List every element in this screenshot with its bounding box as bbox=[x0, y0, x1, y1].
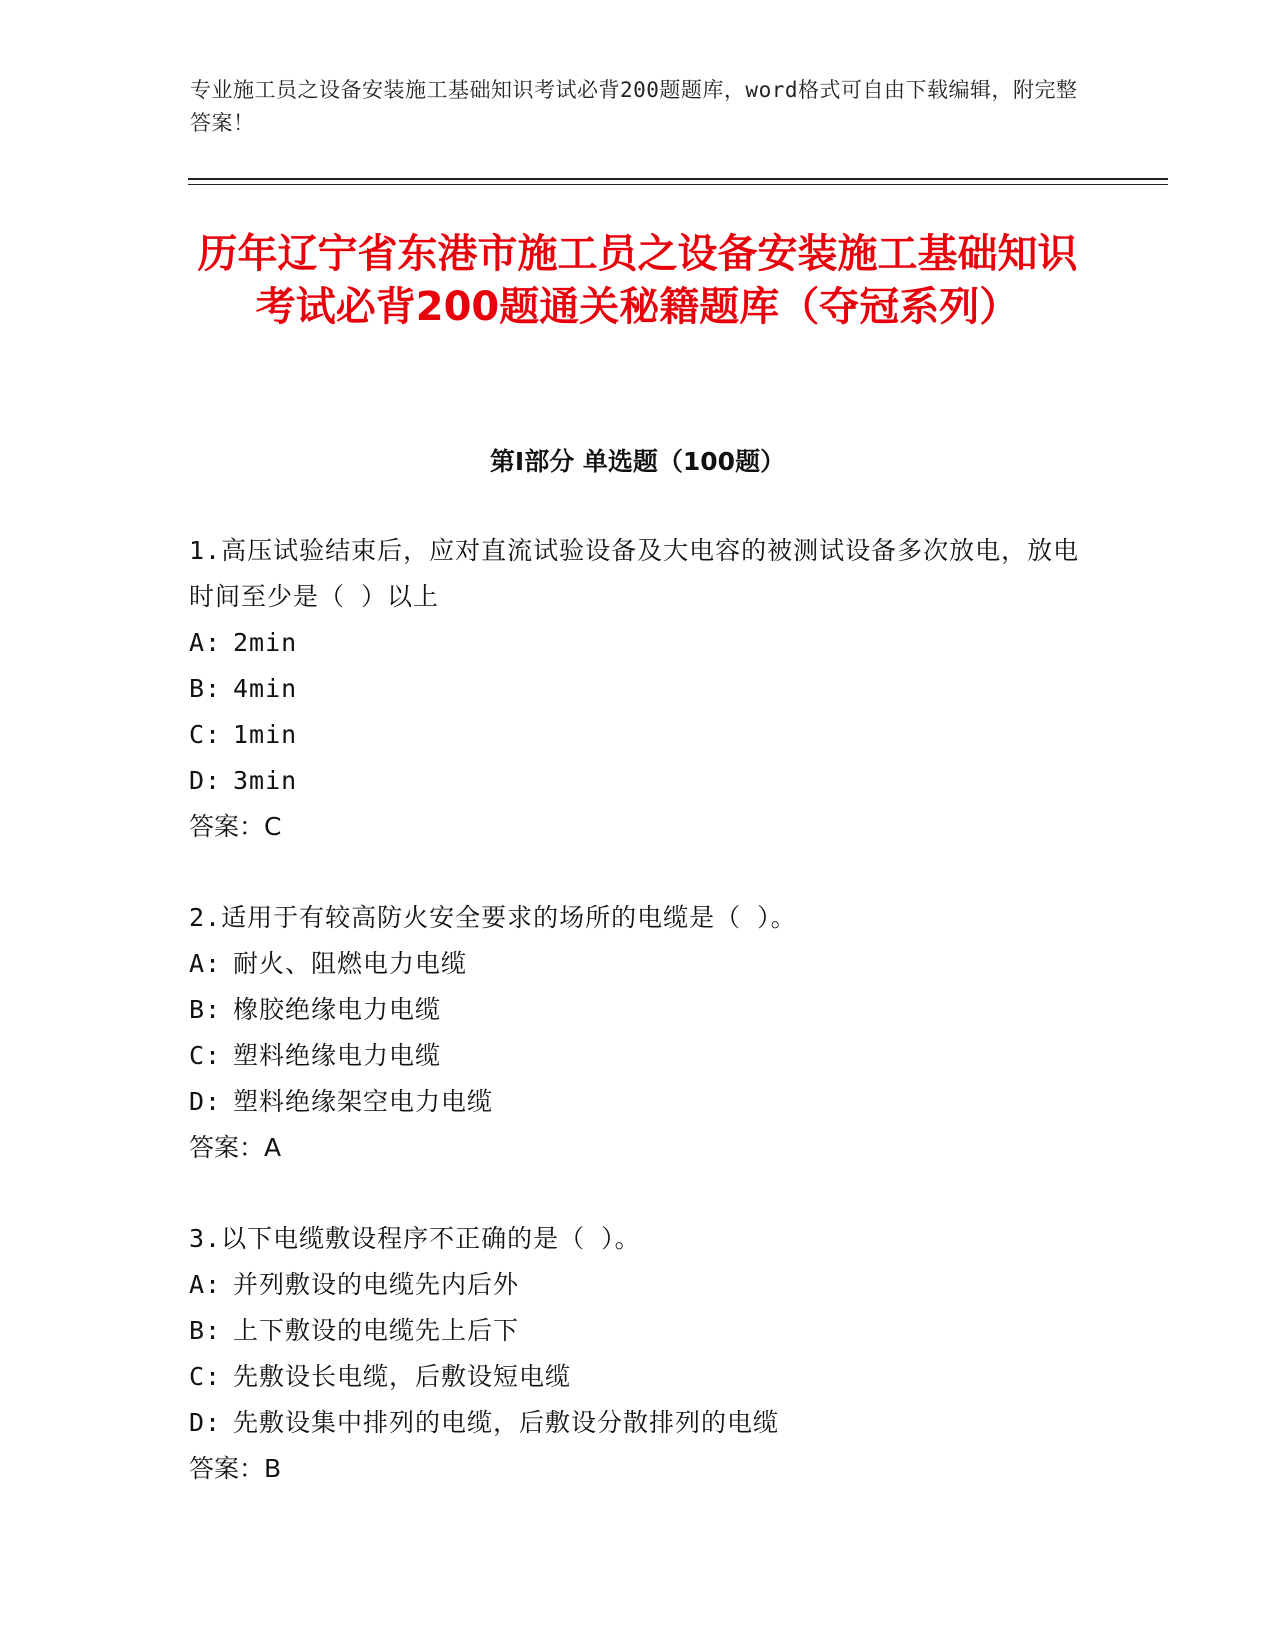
question-answer: 答案：C bbox=[189, 812, 282, 841]
question-option bbox=[189, 941, 1089, 987]
option-text: 4min bbox=[233, 674, 298, 703]
question-stem: 2.适用于有较高防火安全要求的场所的电缆是（ ）。 bbox=[189, 903, 797, 932]
question-item bbox=[189, 895, 1089, 1171]
option-key: B: bbox=[189, 1316, 222, 1345]
option-key: A: bbox=[189, 1270, 222, 1299]
option-text: 橡胶绝缘电力电缆 bbox=[233, 995, 442, 1024]
question-option bbox=[189, 1079, 1089, 1125]
option-text: 耐火、阻燃电力电缆 bbox=[233, 949, 468, 978]
question-stem: 1.高压试验结束后，应对直流试验设备及大电容的被测试设备多次放电，放电时间至少是（ ）以上 bbox=[189, 536, 1080, 611]
question-option bbox=[189, 758, 1089, 804]
section-title: 第Ⅰ部分 单选题（100题） bbox=[489, 447, 786, 476]
header-divider-thick bbox=[188, 178, 1168, 180]
option-text: 塑料绝缘架空电力电缆 bbox=[233, 1087, 494, 1116]
question-item bbox=[189, 528, 1089, 850]
option-text: 1min bbox=[233, 720, 298, 749]
question-option bbox=[189, 1400, 1089, 1446]
option-key: D: bbox=[189, 766, 222, 795]
option-key: A: bbox=[189, 949, 222, 978]
option-key: B: bbox=[189, 674, 222, 703]
header-note: 专业施工员之设备安装施工基础知识考试必背200题题库，word格式可自由下载编辑，附完整答案！ bbox=[190, 78, 1078, 135]
option-key: C: bbox=[189, 1362, 222, 1391]
option-key: D: bbox=[189, 1408, 222, 1437]
option-text: 2min bbox=[233, 628, 298, 657]
question-option bbox=[189, 666, 1089, 712]
question-option bbox=[189, 1354, 1089, 1400]
question-option bbox=[189, 620, 1089, 666]
option-text: 并列敷设的电缆先内后外 bbox=[233, 1270, 520, 1299]
option-key: D: bbox=[189, 1087, 222, 1116]
question-option bbox=[189, 712, 1089, 758]
option-key: C: bbox=[189, 720, 222, 749]
question-option bbox=[189, 1308, 1089, 1354]
option-key: C: bbox=[189, 1041, 222, 1070]
question-option bbox=[189, 1033, 1089, 1079]
document-title: 历年辽宁省东港市施工员之设备安装施工基础知识考试必背200题通关秘籍题库（夺冠系列） bbox=[197, 231, 1078, 330]
option-text: 塑料绝缘电力电缆 bbox=[233, 1041, 442, 1070]
question-answer: 答案：B bbox=[189, 1454, 282, 1483]
option-text: 上下敷设的电缆先上后下 bbox=[233, 1316, 520, 1345]
option-key: A: bbox=[189, 628, 222, 657]
option-text: 3min bbox=[233, 766, 298, 795]
question-list bbox=[189, 528, 1089, 1537]
question-answer: 答案：A bbox=[189, 1133, 282, 1162]
question-stem: 3.以下电缆敷设程序不正确的是（ ）。 bbox=[189, 1224, 641, 1253]
option-text: 先敷设集中排列的电缆，后敷设分散排列的电缆 bbox=[233, 1408, 780, 1437]
option-text: 先敷设长电缆，后敷设短电缆 bbox=[233, 1362, 572, 1391]
header-divider-thin bbox=[188, 184, 1168, 185]
question-option bbox=[189, 987, 1089, 1033]
question-item bbox=[189, 1216, 1089, 1492]
option-key: B: bbox=[189, 995, 222, 1024]
question-option bbox=[189, 1262, 1089, 1308]
